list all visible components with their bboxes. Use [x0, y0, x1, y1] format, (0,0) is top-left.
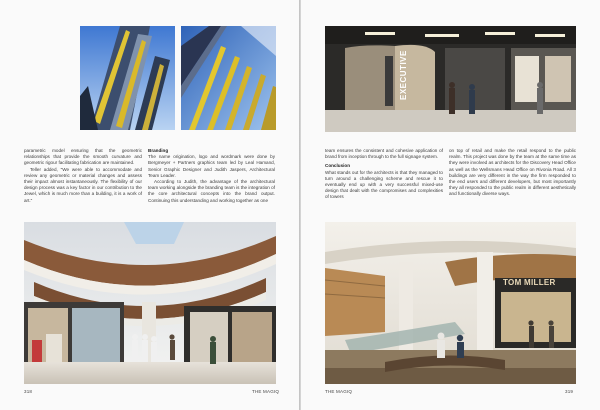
right-text-column-1 — [325, 148, 443, 201]
left-folio-number: 318 — [24, 389, 33, 394]
right-page — [301, 0, 600, 410]
mall-atrium-photo-art — [24, 222, 276, 384]
store-sign-tom-miller: TOM MILLER — [503, 278, 556, 287]
right-col1-para-1: team ensures the consistent and cohesive application of brand from inception through to the full signage system. — [325, 148, 443, 160]
left-folio-title: THE MAGIQ — [252, 389, 280, 394]
left-text-column-1 — [24, 148, 142, 204]
facade-photo-1 — [80, 26, 175, 130]
mall-lounge-photo — [325, 222, 576, 384]
right-folio-number: 319 — [565, 389, 574, 394]
store-front-photo — [325, 26, 576, 132]
left-col2-para-1: The name origination, logo and wordmark were done by Bergmeyer + Partners graphics team led by Leal Hamand, Senior Graphic Designer and Judith Jaspers, Architectural Team Leader. — [148, 154, 275, 178]
branding-heading: Branding — [148, 148, 169, 153]
facade-photo-2-art — [181, 26, 276, 130]
left-col2-para-2: According to Judith, the advantage of the architectural team working alongside the branding team is the integration of the core architectural concepts into the brand output. Continuing this understanding and working together as one — [148, 179, 275, 203]
left-col1-para-1: parametric model ensuring that the geometric relationships that provide the smooth curvature and geometric rigour facilitating fabrication are maintained. — [24, 148, 142, 166]
right-col2-para-1: on top of retail and make the retail respond to the public realm. This project was done by the team at the same time as they were involved as architects for the Discovery Head Office as well as the Wellsmans Head Office on Rivonia Road. All 3 buildings are very different in the way the firm responded to the end users and different developers, but most importantly they all responded to the public realm in different aesthetically and functionally diverse ways. — [449, 148, 576, 197]
mall-atrium-photo — [24, 222, 276, 384]
store-sign-executive: EXECUTIVE — [399, 50, 408, 100]
left-col1-para-2: Teller added, "We were able to accommodate and review any geometric or material changes and assess their impact almost instantaneously. The flexibility of our design process was a key factor in our contribution to the Jewel, which is much more than a building, it is a work of art." — [24, 166, 142, 203]
conclusion-heading: Conclusion — [325, 163, 351, 169]
right-folio-title: THE MAGIQ — [325, 389, 353, 394]
left-page — [0, 0, 299, 410]
facade-photo-1-art — [80, 26, 175, 130]
facade-photo-2 — [181, 26, 276, 130]
mall-lounge-photo-art — [325, 222, 576, 384]
right-text-column-2 — [449, 148, 576, 198]
store-front-photo-art — [325, 26, 576, 132]
right-col1-para-2: What stands out for the architects is that they managed to turn around a challenging scheme and rescue it to eventually end up with a very successful mixed-use design that dealt with the compromises and complexities of towers — [325, 169, 443, 200]
left-text-column-2 — [148, 148, 275, 204]
